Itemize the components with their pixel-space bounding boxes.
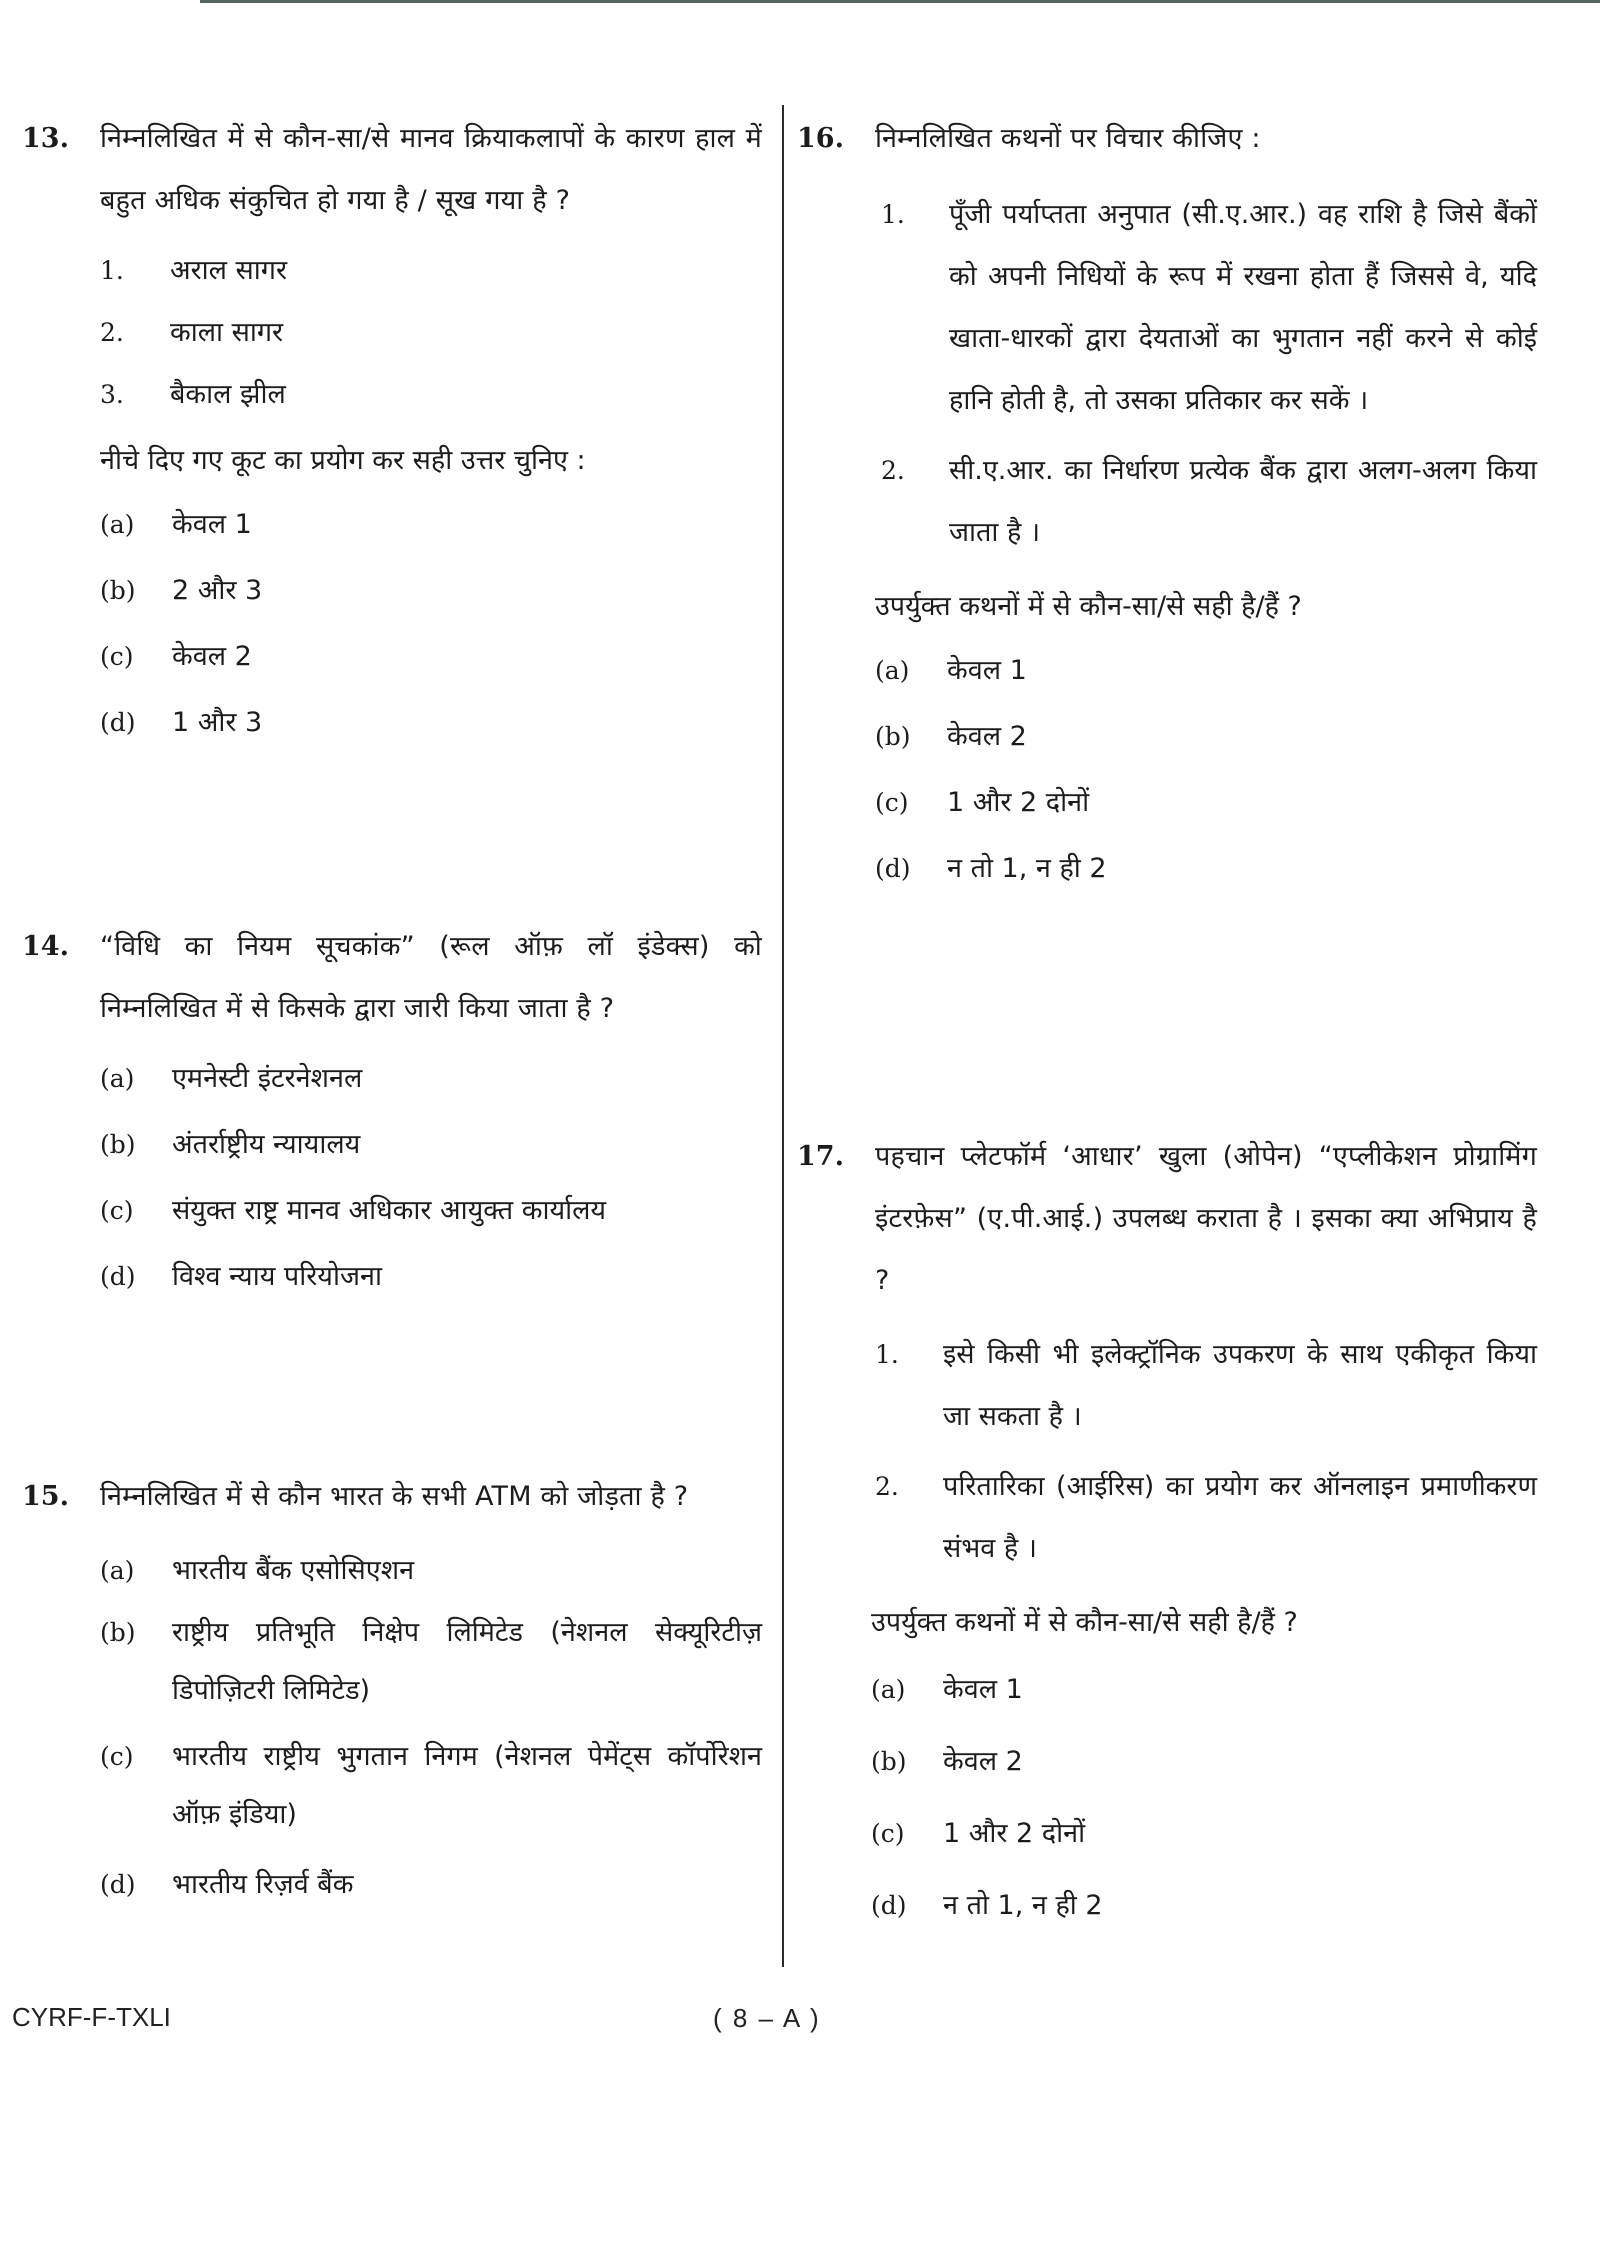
option-a[interactable] [100,492,762,558]
option-label: (c) [871,1819,905,1848]
option-text: केवल 2 [943,1746,1023,1777]
question-text: निम्नलिखित में से कौन भारत के सभी ATM को जोड़ता है ? [100,1481,689,1512]
option-label: (d) [875,854,911,883]
statement-item [875,1324,1537,1448]
option-a[interactable] [871,1654,1537,1726]
option-d[interactable] [871,1870,1537,1942]
paper-code: CYRF-F-TXLI [12,2002,171,2032]
option-label: (d) [100,1262,136,1291]
option-text: अंतर्राष्ट्रीय न्यायालय [172,1129,361,1160]
statement-label: 1. [100,256,124,285]
question-16 [797,108,1537,902]
question-17 [797,1126,1537,1942]
question-text: निम्नलिखित कथनों पर विचार कीजिए : [875,123,1261,154]
option-text: विश्व न्याय परियोजना [172,1261,382,1292]
option-text: केवल 1 [943,1674,1023,1705]
option-d[interactable] [100,690,762,756]
option-label: (b) [100,576,136,605]
option-b[interactable] [100,1112,762,1178]
option-d[interactable] [875,836,1537,902]
statement-label: 3. [100,380,124,409]
option-label: (b) [871,1747,907,1776]
statement-text: परितारिका (आईरिस) का प्रयोग कर ऑनलाइन प्रमाणीकरण संभव है । [943,1471,1537,1564]
option-a[interactable] [875,638,1537,704]
question-prompt: नीचे दिए गए कूट का प्रयोग कर सही उत्तर चुनिए : [100,445,586,476]
option-d[interactable] [100,1852,762,1918]
question-text: निम्नलिखित में से कौन-सा/से मानव क्रियाकलापों के कारण हाल में बहुत अधिक संकुचित हो गया है / सूख गया है ? [100,123,762,216]
option-text: 1 और 2 दोनों [947,787,1090,818]
option-text: 1 और 2 दोनों [943,1818,1086,1849]
statement-label: 2. [875,1472,899,1501]
question-number: 16. [797,123,844,154]
option-label: (c) [100,1742,134,1771]
statement-item [875,1456,1537,1580]
statement-item [881,184,1537,432]
option-text: 1 और 3 [172,707,263,738]
option-c[interactable] [871,1798,1537,1870]
option-label: (c) [100,642,134,671]
option-b[interactable] [100,1604,762,1720]
question-14 [22,916,762,1310]
option-text: न तो 1, न ही 2 [943,1890,1103,1921]
question-number: 15. [22,1481,69,1512]
option-text: केवल 2 [947,721,1027,752]
question-prompt: उपर्युक्त कथनों में से कौन-सा/से सही है/हैं ? [875,591,1302,622]
option-label: (d) [100,1870,136,1899]
question-number: 14. [22,931,69,962]
option-label: (b) [100,1618,136,1647]
option-d[interactable] [100,1244,762,1310]
page-top-edge [200,0,1600,3]
statement-item [100,302,762,364]
option-label: (b) [875,722,911,751]
option-text: एमनेस्टी इंटरनेशनल [172,1063,363,1094]
option-a[interactable] [100,1538,762,1604]
option-label: (d) [100,708,136,737]
statement-item [881,440,1537,564]
option-label: (a) [875,656,910,685]
statement-label: 2. [100,318,124,347]
option-a[interactable] [100,1046,762,1112]
option-label: (a) [100,510,135,539]
option-c[interactable] [100,624,762,690]
statement-label: 1. [875,1340,899,1369]
option-label: (a) [100,1556,135,1585]
option-text: संयुक्त राष्ट्र मानव अधिकार आयुक्त कार्यालय [172,1195,607,1226]
question-number: 13. [22,123,69,154]
option-text: भारतीय राष्ट्रीय भुगतान निगम (नेशनल पेमेंट्स कॉर्पोरेशन ऑफ़ इंडिया) [172,1741,762,1830]
option-c[interactable] [100,1728,762,1844]
option-text: भारतीय बैंक एसोसिएशन [172,1555,415,1586]
option-c[interactable] [875,770,1537,836]
question-text: पहचान प्लेटफॉर्म ‘आधार’ खुला (ओपेन) “एप्लीकेशन प्रोग्रामिंग इंटरफ़ेस” (ए.पी.आई.) उपलब्ध कराता है । इसका क्या अभिप्राय है ? [875,1141,1537,1296]
option-label: (c) [875,788,909,817]
option-b[interactable] [871,1726,1537,1798]
option-text: केवल 1 [172,509,252,540]
option-b[interactable] [100,558,762,624]
option-label: (d) [871,1891,907,1920]
option-label: (c) [100,1196,134,1225]
option-b[interactable] [875,704,1537,770]
statement-text: अराल सागर [170,255,288,286]
question-text: “विधि का नियम सूचकांक” (रूल ऑफ़ लॉ इंडेक्स) को निम्नलिखित में से किसके द्वारा जारी किया जाता है ? [100,931,762,1024]
statement-text: बैकाल झील [170,379,286,410]
option-label: (a) [871,1675,906,1704]
statement-item [100,364,762,426]
option-text: भारतीय रिज़र्व बैंक [172,1869,354,1900]
option-text: 2 और 3 [172,575,263,606]
statement-text: काला सागर [170,317,284,348]
page-number: ( 8 – A ) [713,2003,821,2033]
option-text: केवल 1 [947,655,1027,686]
option-text: राष्ट्रीय प्रतिभूति निक्षेप लिमिटेड (नेशनल सेक्यूरिटीज़ डिपोज़िटरी लिमिटेड) [172,1617,762,1706]
option-text: न तो 1, न ही 2 [947,853,1107,884]
question-15 [22,1466,762,1918]
statement-item [100,240,762,302]
column-divider [782,105,784,1967]
option-text: केवल 2 [172,641,252,672]
question-prompt: उपर्युक्त कथनों में से कौन-सा/से सही है/हैं ? [871,1607,1298,1638]
statement-text: पूँजी पर्याप्तता अनुपात (सी.ए.आर.) वह राशि है जिसे बैंकों को अपनी निधियों के रूप में रखना होता हैं जिससे वे, यदि खाता-धारकों द्वारा देयताओं का भुगतान नहीं करने से कोई हानि होती है, तो उसका प्रतिकार कर सकें । [949,199,1537,416]
statement-text: सी.ए.आर. का निर्धारण प्रत्येक बैंक द्वारा अलग-अलग किया जाता है । [949,455,1537,548]
statement-text: इसे किसी भी इलेक्ट्रॉनिक उपकरण के साथ एकीकृत किया जा सकता है । [943,1339,1537,1432]
question-13 [22,108,762,756]
statement-label: 2. [881,456,905,485]
question-number: 17. [797,1141,844,1172]
option-label: (a) [100,1064,135,1093]
option-label: (b) [100,1130,136,1159]
statement-label: 1. [881,200,905,229]
option-c[interactable] [100,1178,762,1244]
